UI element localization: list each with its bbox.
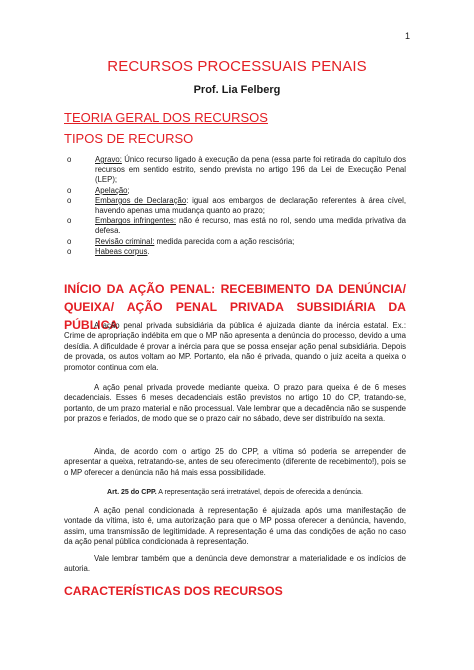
article-label: Art. 25 do CPP. xyxy=(107,489,157,496)
recurso-types-list xyxy=(64,155,406,257)
paragraph: A ação penal privada provede mediante queixa. O prazo para queixa é de 6 meses decadenciais. Esses 6 meses decadenciais estão previstos no artigo 10 do CP, tratando-se, portanto, de um prazo material e não processual. Vale lembrar que a decadência não se suspende por prazos e feriados, de modo que se o prazo cair no sábado, deve ser distribuído na sexta. xyxy=(64,383,406,424)
item-term: Apelação xyxy=(95,185,128,195)
paragraph: Vale lembrar também que a denúncia deve demonstrar a materialidade e os indícios de autoria. xyxy=(64,554,406,574)
item-text: . xyxy=(147,246,150,256)
item-term: Embargos de Declaração xyxy=(95,195,187,205)
section-heading-inicio: INÍCIO DA AÇÃO PENAL: RECEBIMENTO DA DENÚNCIA/ QUEIXA/ AÇÃO PENAL PRIVADA SUBSIDIÁRIA DA PÚBLICA xyxy=(64,282,406,332)
page-number: 1 xyxy=(404,31,410,41)
author-name: Prof. Lia Felberg xyxy=(193,84,281,96)
bullet-marker: o xyxy=(67,236,72,246)
bullet-marker: o xyxy=(67,155,72,164)
bullet-marker: o xyxy=(67,216,72,226)
list-item xyxy=(64,237,406,247)
item-text: não é recurso, mas está no rol, sendo uma medida privativa da defesa. xyxy=(95,216,406,236)
item-term: Agravo: xyxy=(95,155,122,164)
list-item xyxy=(64,216,406,236)
paragraph: A ação penal condicionada à representação é ajuizada após uma manifestação de vontade da vítima, isto é, uma autorização para que o MP possa oferecer a denúncia, havendo, assim, uma transmissão de legitimidade. A representação é uma das condições de ação no caso da ação penal pública condicionada à representação. xyxy=(64,506,406,547)
item-term: Habeas corpus xyxy=(95,246,148,256)
document-title: RECURSOS PROCESSUAIS PENAIS xyxy=(107,58,367,75)
item-text: medida parecida com a ação rescisória; xyxy=(154,236,295,246)
list-item xyxy=(64,196,406,216)
item-text: : igual aos embargos de declaração referentes à área cível, havendo apenas uma mudança quanto ao prazo; xyxy=(95,195,407,216)
list-item xyxy=(64,155,406,186)
article-text: A representação será irretratável, depois de oferecida a denúncia. xyxy=(156,489,363,496)
item-text: ; xyxy=(127,185,130,195)
article-quote xyxy=(64,489,406,496)
list-item xyxy=(64,186,406,196)
list-item xyxy=(64,247,406,257)
item-term: Revisão criminal: xyxy=(95,236,155,246)
paragraph: Ainda, de acordo com o artigo 25 do CPP, a vítima só poderia se arrepender de apresentar a queixa, retratando-se, antes de seu oferecimento (diferente de recebimento!), pois se o MP oferecer a denúncia não há mais essa possibilidade. xyxy=(64,447,406,477)
paragraph: A ação penal privada subsidiária da pública é ajuizada diante da inércia estatal. Ex.: Crime de apropriação indébita em que o MP não apresenta a denúncia do processo, devido a uma desídia. A dificuldade é provar a inércia para que se possa ensejar ação penal subsidiária. Depois de provada, os autos voltam ao MP. Portanto, ela não é privada, quando o juiz aceita a queixa o promotor continua com ela. xyxy=(64,321,406,372)
bullet-marker: o xyxy=(67,246,72,256)
item-term: Embargos infringentes: xyxy=(95,216,176,226)
bullet-marker: o xyxy=(67,185,72,195)
section-heading-caracteristicas: CARACTERÍSTICAS DOS RECURSOS xyxy=(64,584,283,598)
item-text: Único recurso ligado à execução da pena (essa parte foi retirada do capítulo dos recursos em sentido estrito, sendo prevista no artigo 196 da Lei de Execução Penal (LEP); xyxy=(95,155,406,185)
bullet-marker: o xyxy=(67,195,72,205)
section-heading-general: TEORIA GERAL DOS RECURSOS xyxy=(64,110,268,125)
section-heading-types: TIPOS DE RECURSO xyxy=(64,131,194,146)
